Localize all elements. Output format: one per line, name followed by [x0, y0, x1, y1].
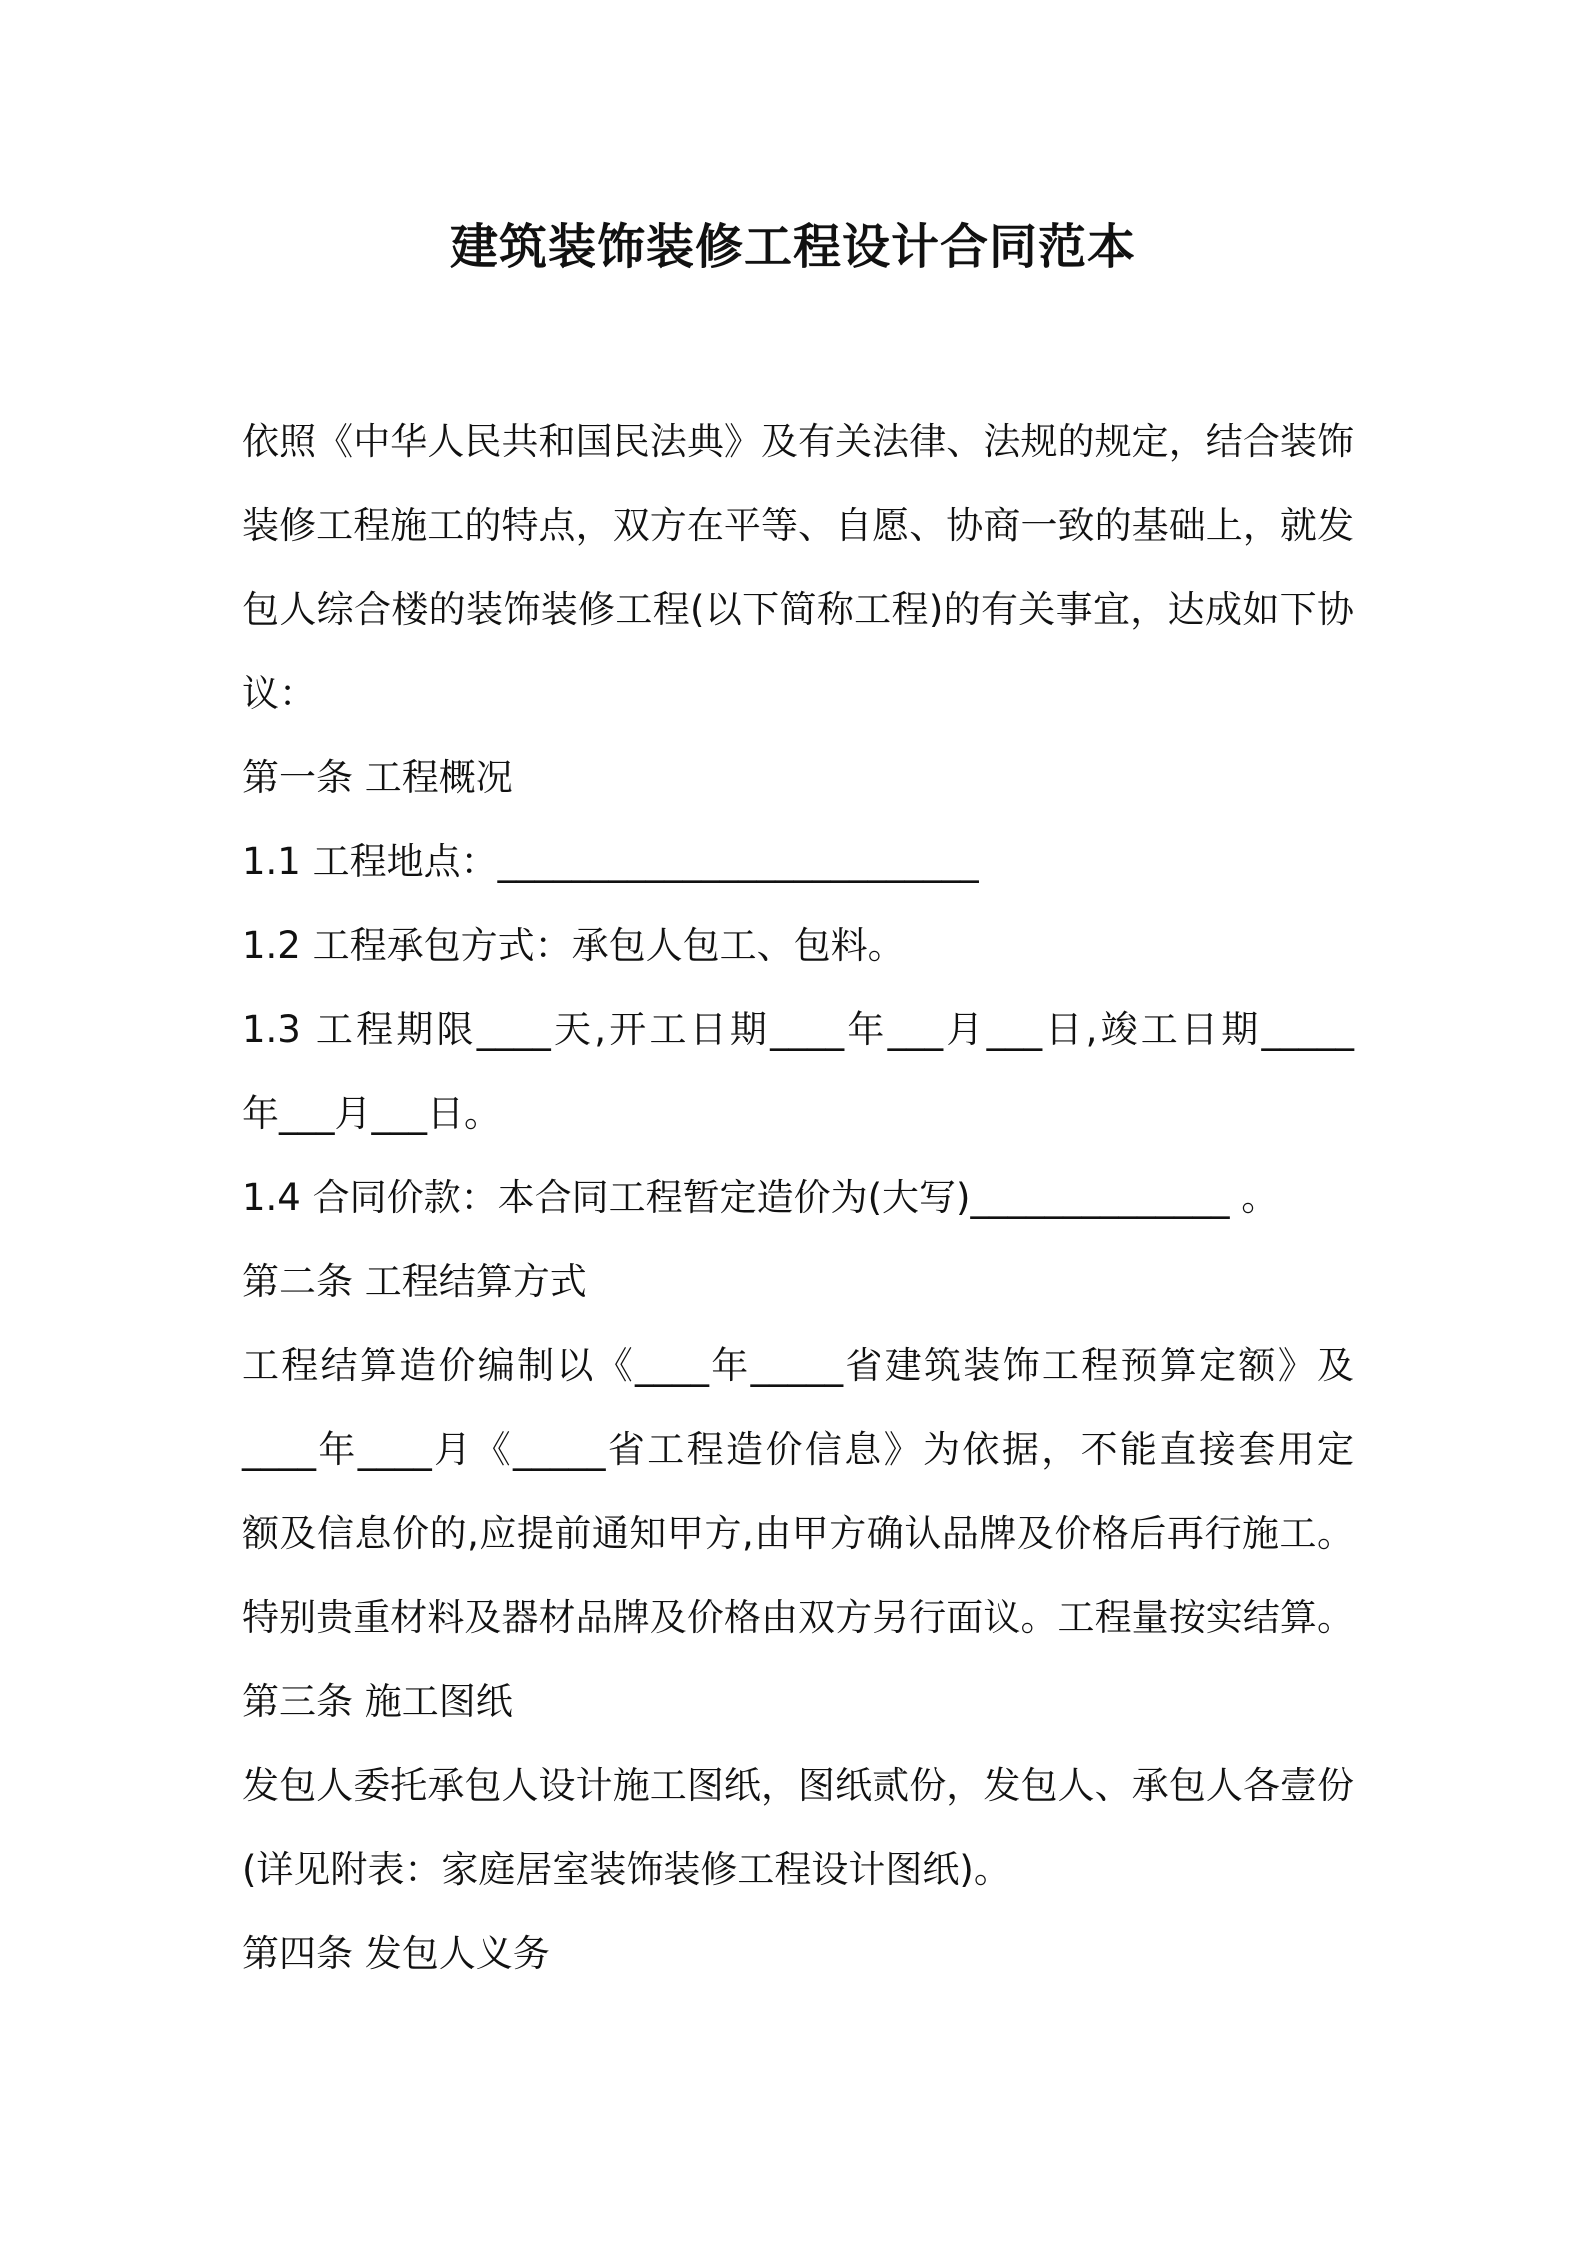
section-heading: 第四条 发包人义务	[242, 1932, 550, 1975]
body-line: 装修工程施工的特点，双方在平等、自愿、协商一致的基础上，就发	[242, 504, 1354, 547]
body-line: 工程结算造价编制以《____年_____省建筑装饰工程预算定额》及	[242, 1344, 1354, 1387]
body-line: 额及信息价的,应提前通知甲方,由甲方确认品牌及价格后再行施工。	[242, 1512, 1354, 1555]
body-line: ____年____月《_____省工程造价信息》为依据，不能直接套用定	[242, 1428, 1354, 1471]
body-line: 特别贵重材料及器材品牌及价格由双方另行面议。工程量按实结算。	[242, 1596, 1354, 1639]
document-title: 建筑装饰装修工程设计合同范本	[449, 219, 1136, 275]
body-line: 发包人委托承包人设计施工图纸，图纸贰份，发包人、承包人各壹份	[242, 1764, 1354, 1807]
section-heading: 第一条 工程概况	[242, 756, 513, 799]
body-line: (详见附表：家庭居室装饰装修工程设计图纸)。	[242, 1848, 1011, 1891]
clause-line: 1.1 工程地点：__________________________	[242, 840, 979, 883]
clause-line: 年___月___日。	[242, 1092, 501, 1135]
document-body	[242, 400, 1354, 1996]
body-line: 议：	[242, 672, 316, 715]
section-heading: 第三条 施工图纸	[242, 1680, 513, 1723]
clause-line: 1.4 合同价款：本合同工程暂定造价为(大写)______________ 。	[242, 1176, 1279, 1219]
body-line: 包人综合楼的装饰装修工程(以下简称工程)的有关事宜，达成如下协	[242, 588, 1354, 631]
body-line: 依照《中华人民共和国民法典》及有关法律、法规的规定，结合装饰	[242, 420, 1354, 463]
clause-line: 1.2 工程承包方式：承包人包工、包料。	[242, 924, 905, 967]
section-heading: 第二条 工程结算方式	[242, 1260, 587, 1303]
clause-line: 1.3 工程期限____天,开工日期____年___月___日,竣工日期_____	[242, 1008, 1354, 1051]
